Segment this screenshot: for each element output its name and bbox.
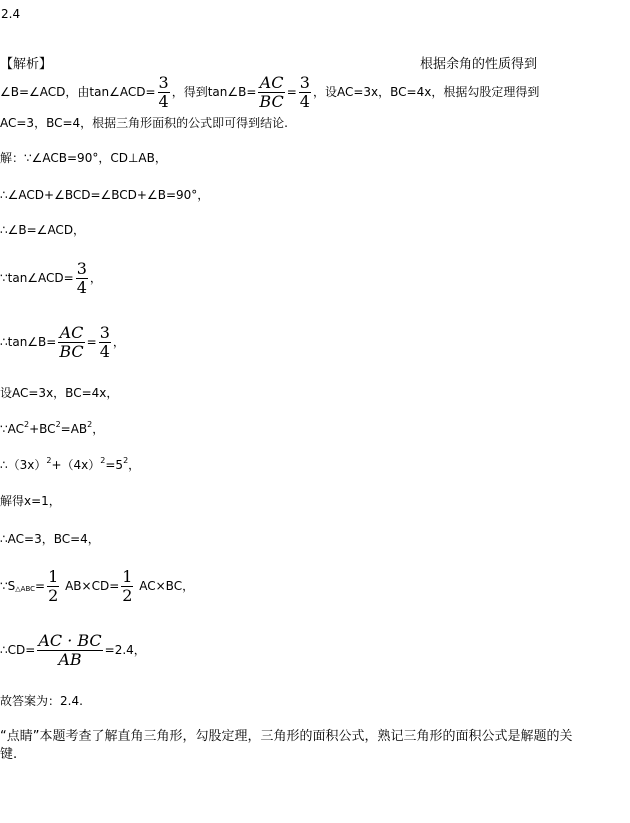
solution-line-1: 解：∵∠ACB=90°，CD⊥AB， [0,151,167,165]
solution-text: ， [112,335,125,349]
fraction-ac-bc [58,324,84,361]
solution-line-2: ∴∠ACD+∠BCD=∠BCD+∠B=90°， [0,188,210,202]
solution-text: ∵AC [0,422,25,436]
solution-text: ∴tan∠B= [0,335,57,349]
fraction-numerator: AC · BC [38,631,102,650]
fraction-denominator: BC [59,342,84,361]
fraction-numerator: 3 [76,259,87,278]
subscript: △ABC [15,585,36,593]
fraction-numerator: 1 [48,567,59,586]
fraction-numerator: 3 [158,73,169,92]
fraction-denominator: BC [259,92,284,111]
superscript: 2 [46,456,52,465]
fraction-3-4 [158,74,170,111]
solution-line-13: 故答案为：2.4. [0,694,83,708]
solution-text: ∴（3x） [0,458,47,472]
fraction-denominator: 4 [158,92,169,111]
solution-text: =2.4， [104,643,146,657]
solution-text: AC×BC， [135,579,195,593]
fraction-3-4 [76,260,88,297]
solution-line-9: 解得x=1， [0,494,61,508]
fraction-denominator: AB [58,650,82,669]
comment-line-2: 键. [0,747,18,762]
solution-line-6: 设AC=3x，BC=4x， [0,386,119,400]
solution-text: AB×CD= [61,579,120,593]
fraction-ac-bc [258,74,284,111]
solution-line-12 [0,632,146,669]
analysis-intro: 根据余角的性质得到 [420,57,538,72]
solution-line-4 [0,260,102,297]
analysis-text-4: ，设AC=3x，BC=4x，根据勾股定理得到 [312,85,540,99]
solution-text: = [86,335,97,349]
solution-text: =AB [60,422,88,436]
solution-text: ∵tan∠ACD= [0,271,74,285]
solution-line-11 [0,568,194,605]
analysis-text-2: ，得到tan∠B= [171,85,257,99]
solution-line-7 [0,422,104,436]
fraction-denominator: 4 [99,342,110,361]
solution-text: ， [89,271,102,285]
fraction-numerator: 3 [99,323,110,342]
fraction-numerator: 3 [299,73,310,92]
fraction-numerator: 1 [122,567,133,586]
solution-text: +（4x） [51,458,101,472]
superscript: 2 [87,420,93,429]
analysis-text-3: = [286,85,297,99]
analysis-text-1: ∠B=∠ACD，由tan∠ACD= [0,85,156,99]
solution-text: ∵S [0,579,16,593]
fraction-denominator: 4 [76,278,87,297]
fraction-1-2 [121,568,133,605]
analysis-line-3: AC=3，BC=4，根据三角形面积的公式即可得到结论. [0,116,288,130]
fraction-3-4 [99,324,111,361]
analysis-label: 【解析】 [0,57,53,72]
solution-text: ∴CD= [0,643,36,657]
superscript: 2 [24,420,30,429]
solution-text: =5 [105,458,124,472]
fraction-denominator: 4 [299,92,310,111]
superscript: 2 [55,420,61,429]
fraction-3-4 [299,74,311,111]
fraction-acbc-ab [37,632,102,669]
fraction-denominator: 2 [122,586,133,605]
fraction-1-2 [47,568,59,605]
fraction-denominator: 2 [48,586,59,605]
solution-line-10: ∴AC=3，BC=4， [0,532,100,546]
comment-line-1: “点睛”本题考查了解直角三角形，勾股定理，三角形的面积公式，熟记三角形的面积公式是解题的关 [0,729,573,744]
solution-text: ， [128,458,141,472]
solution-text: = [35,579,46,593]
answer-text: 2.4 [1,7,21,21]
solution-text: ， [92,422,105,436]
analysis-line-2 [0,74,539,111]
solution-text: +BC [29,422,56,436]
solution-line-8 [0,458,140,472]
fraction-numerator: AC [259,73,284,92]
solution-line-5 [0,324,125,361]
superscript: 2 [123,456,129,465]
fraction-numerator: AC [59,323,84,342]
superscript: 2 [100,456,106,465]
solution-line-3: ∴∠B=∠ACD， [0,223,86,237]
